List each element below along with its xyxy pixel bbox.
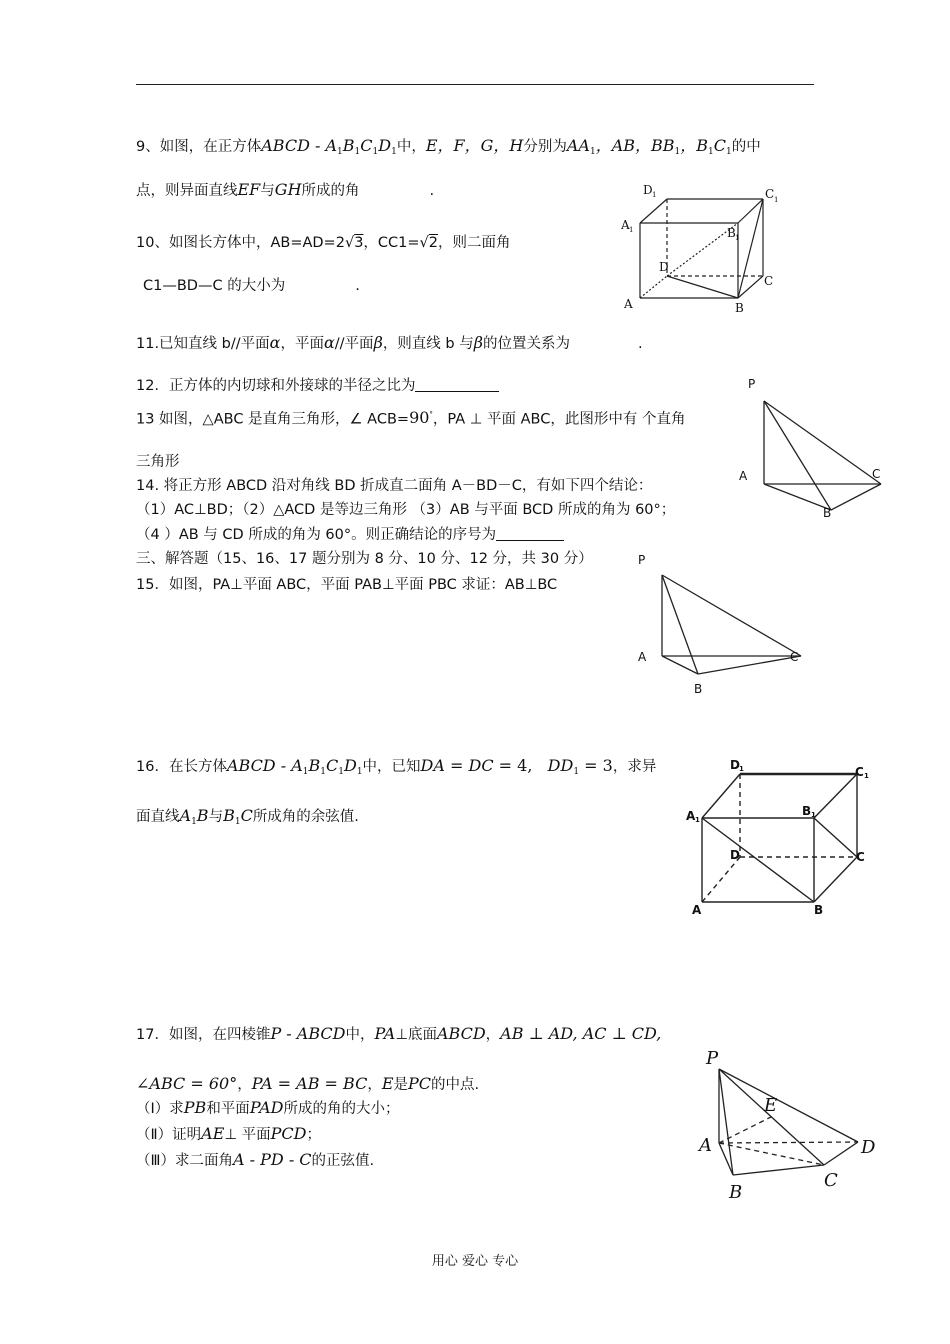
- pyr17-label-a: A: [699, 1135, 712, 1156]
- q12-blank: [415, 377, 499, 392]
- q17-part3: [136, 1150, 374, 1171]
- q17-p1-b: 和平面: [206, 1101, 250, 1117]
- q9-period: .: [429, 183, 435, 199]
- q17-line2: [136, 1074, 479, 1095]
- q14-line2: [136, 500, 675, 520]
- page-footer: 用心 爱心 专心: [431, 1254, 519, 1269]
- header-rule: [136, 84, 814, 85]
- box16-sub-b1: 1: [811, 811, 816, 819]
- q11-text-e: 的位置关系为: [483, 336, 570, 352]
- box16-label-d: D: [730, 848, 740, 862]
- box16-label-c1: C: [855, 765, 864, 779]
- q16-text-e: 与: [208, 809, 224, 825]
- q17-pad: PAD: [249, 1098, 284, 1117]
- q17-text-e: ，: [237, 1077, 252, 1093]
- q17-text-b: 中，: [345, 1027, 375, 1043]
- tri13-label-a: A: [739, 469, 748, 483]
- q16-text-d: 面直线: [136, 809, 180, 825]
- cube9-label-a1: A: [621, 218, 630, 232]
- q16-text-f: 所成角的余弦值.: [252, 809, 359, 825]
- box16-label-a1: A: [686, 809, 696, 823]
- q16-a1b: $A_1B$: [179, 806, 209, 827]
- q13-text-c: 三角形: [136, 454, 180, 470]
- pyr17-label-e: E: [764, 1095, 778, 1116]
- q14-line1: [136, 476, 652, 496]
- q16-line1: [136, 756, 656, 782]
- box16-sub-c1: 1: [864, 772, 869, 780]
- figure-tetra-q15: [633, 548, 813, 698]
- cube9-label-a: A: [624, 297, 633, 311]
- cube9-sub-c1: 1: [774, 196, 779, 204]
- q10-line2: [143, 276, 360, 296]
- figure-pyramid-q17: [696, 1044, 886, 1204]
- section-heading: [136, 549, 593, 569]
- q11-alpha: α: [269, 333, 281, 352]
- q11-period: .: [638, 336, 643, 352]
- q17-pa: PA: [374, 1024, 396, 1043]
- q17-p1-a: （Ⅰ）求: [136, 1101, 184, 1117]
- q10-period: .: [355, 278, 360, 294]
- q17-pc: PC: [408, 1074, 432, 1093]
- q17-e: E: [381, 1074, 394, 1093]
- q10-text-b: ，CC1=: [363, 235, 420, 251]
- q13-text-b: ，PA ⊥ 平面 ABC，此图形中有 个直角: [432, 411, 686, 428]
- q9-text-c: 分别为: [523, 139, 567, 155]
- q17-cond3: PA = AB = BC: [251, 1074, 368, 1093]
- q9-line1: [136, 136, 761, 162]
- q10-text-d: C1—BD—C 的大小为: [143, 278, 286, 294]
- q15-line: [136, 575, 557, 595]
- q16-text-b: 中，已知: [362, 759, 421, 775]
- q17-cond2: ∠ABC = 60°: [136, 1074, 238, 1093]
- q14-line3: [136, 525, 564, 545]
- q14-blank: [496, 526, 564, 541]
- cube9-label-c1: C: [765, 187, 775, 201]
- q16-b1c: $B_1C$: [223, 806, 253, 827]
- cube9-label-b1: B: [727, 226, 736, 240]
- q12-text: 12．正方体的内切球和外接球的半径之比为: [136, 378, 416, 394]
- pyr17-label-b: B: [729, 1182, 743, 1203]
- q11-beta2: β: [473, 333, 483, 352]
- q11-text-d: ，则直线 b 与: [382, 336, 474, 352]
- q9-gh: GH: [274, 180, 302, 199]
- q9-text-g: 所成的角: [301, 183, 360, 199]
- q9-text-b: 中，: [396, 139, 426, 155]
- q17-p2-b: ⊥ 平面: [224, 1127, 271, 1143]
- q9-ef: EF: [237, 180, 261, 199]
- cube9-label-c: C: [764, 274, 774, 288]
- cube9-label-d1: D: [643, 183, 653, 197]
- q13-line2: [136, 452, 180, 472]
- q11-text-b: ，平面: [280, 336, 324, 352]
- q17-text-d: ，: [485, 1027, 501, 1043]
- q10-text-c: ，则二面角: [438, 235, 511, 251]
- q17-text-g: 是: [393, 1077, 409, 1093]
- q17-text-f: ，: [367, 1077, 382, 1093]
- tri15-label-a: A: [638, 650, 647, 664]
- pyr17-label-p: P: [706, 1048, 719, 1069]
- q17-part1: [136, 1098, 400, 1119]
- box16-label-d1: D: [730, 758, 740, 772]
- q14-text-3: （4 ）AB 与 CD 所成的角为 60°。则正确结论的序号为: [136, 527, 497, 543]
- q17-pb: PB: [183, 1098, 207, 1117]
- box16-label-c: C: [856, 850, 865, 864]
- q9-text-d: 的中: [731, 139, 761, 155]
- q13-line1: [136, 405, 685, 429]
- box16-label-a: A: [692, 903, 702, 917]
- q9-line2: [136, 180, 434, 201]
- q11-line: [136, 333, 643, 354]
- q14-text-1: 14. 将正方形 ABCD 沿对角线 BD 折成直二面角 A－BD－C，有如下四个结论：: [136, 478, 653, 494]
- tri15-label-p: P: [638, 553, 646, 567]
- tri15-label-b: B: [694, 682, 703, 696]
- q16-line2: [136, 806, 359, 832]
- q17-ae: AE: [201, 1124, 225, 1143]
- q9-text-f: 与: [260, 183, 275, 199]
- q10-sqrt2: √2: [419, 235, 439, 251]
- cube9-label-b: B: [735, 301, 744, 315]
- cube9-sub-d1: 1: [652, 191, 657, 199]
- figure-box-q16: [682, 752, 882, 922]
- q17-part2: [136, 1124, 321, 1145]
- q16-text-c: ，求异: [612, 759, 657, 775]
- tri13-label-p: P: [748, 377, 756, 391]
- cube9-sub-a1: 1: [629, 226, 634, 234]
- q17-p3-a: （Ⅲ）求二面角: [136, 1153, 233, 1169]
- q17-p2-c: ；: [306, 1127, 321, 1143]
- q16-cond: DA = DC = 4, $DD_1 = 3$: [420, 756, 613, 777]
- q10-text-a: 10、如图长方体中，AB=AD=2: [136, 235, 345, 251]
- q11-beta: β: [373, 333, 383, 352]
- q9-points: E，F，G，H: [425, 136, 524, 155]
- tri13-label-b: B: [823, 506, 832, 520]
- q15-text: 15．如图，PA⊥平面 ABC，平面 PAB⊥平面 PBC 求证：AB⊥BC: [136, 577, 558, 593]
- box16-sub-d1: 1: [739, 765, 744, 773]
- box16-label-b1: B: [802, 804, 812, 818]
- q9-text-a: 9、如图，在正方体: [136, 139, 262, 155]
- q12-line: [136, 376, 499, 396]
- box16-sub-a1: 1: [695, 816, 700, 824]
- q17-p2-a: （Ⅱ）证明: [136, 1127, 202, 1143]
- box16-label-b: B: [814, 903, 824, 917]
- q17-abcd: ABCD: [436, 1024, 486, 1043]
- q16-box: ABCD - $A_1B_1C_1D_1$: [226, 756, 363, 777]
- q17-text-a: 17．如图，在四棱锥: [136, 1027, 271, 1043]
- tri15-label-c: C: [790, 650, 799, 664]
- q14-text-2: （1）AC⊥BD；（2）△ACD 是等边三角形 （3）AB 与平面 BCD 所成的角为 60°；: [136, 502, 676, 518]
- q11-alpha2: α: [323, 333, 335, 352]
- q10-line1: [136, 233, 511, 253]
- q9-list: $AA_1$，AB，$BB_1$，$B_1C_1$: [566, 136, 732, 157]
- tri13-label-c: C: [872, 467, 881, 481]
- q17-pyramid: P - ABCD: [270, 1024, 346, 1043]
- q17-line1: [136, 1024, 661, 1045]
- cube9-label-d: D: [659, 260, 669, 274]
- q17-p1-c: 所成的角的大小；: [283, 1101, 400, 1117]
- q9-text-e: 点，则异面直线: [136, 183, 238, 199]
- q9-cube: ABCD - $A_1B_1C_1D_1$: [261, 136, 397, 157]
- q13-text-a: 13 如图，△ABC 是直角三角形，∠ ACB=: [136, 411, 410, 428]
- q11-text-a: 11.已知直线 b//平面: [136, 336, 270, 352]
- q16-text-a: 16．在长方体: [136, 759, 227, 775]
- pyr17-label-d: D: [861, 1137, 876, 1158]
- q17-pcd: PCD: [270, 1124, 307, 1143]
- figure-cube-q9: [615, 178, 790, 318]
- q17-apdc: A - PD - C: [233, 1150, 312, 1169]
- q17-p3-b: 的正弦值.: [311, 1153, 375, 1169]
- cube9-sub-b1: 1: [735, 234, 740, 242]
- pyr17-label-c: C: [824, 1170, 838, 1191]
- q17-text-h: 的中点.: [431, 1077, 480, 1093]
- q11-text-c: //平面: [334, 336, 374, 352]
- q17-text-c: ⊥底面: [395, 1027, 437, 1043]
- figure-tetra-q13: [735, 374, 895, 524]
- q10-sqrt3: √3: [344, 235, 364, 251]
- section-title: 三、解答题（15、16、17 题分别为 8 分、10 分、12 分，共 30 分）: [136, 551, 593, 567]
- q13-deg: 90°: [409, 408, 433, 428]
- q17-cond1: AB ⊥ AD, AC ⊥ CD,: [500, 1024, 662, 1043]
